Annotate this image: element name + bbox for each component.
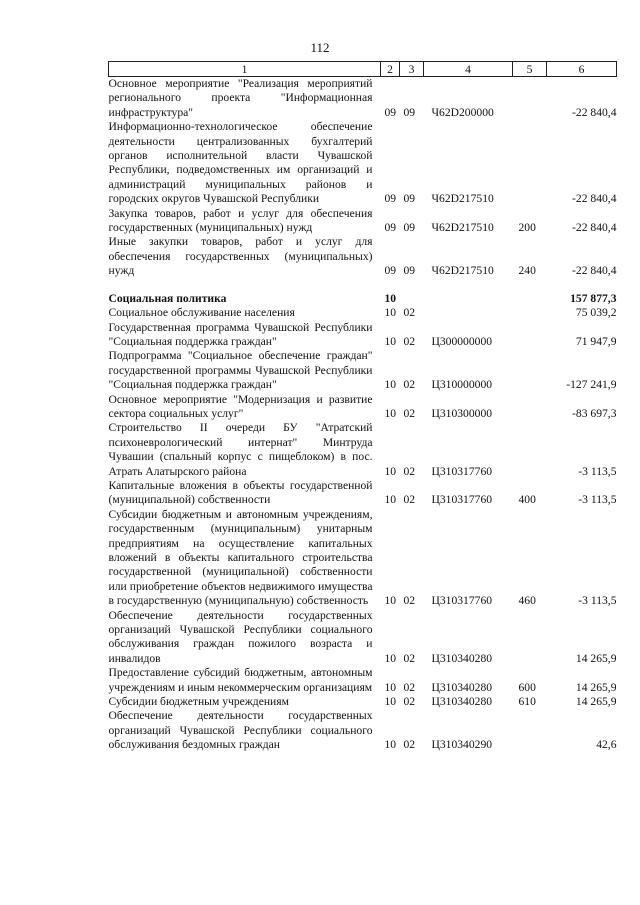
row-target-article: Ц310000000 <box>431 378 493 392</box>
row-expense-type <box>513 321 547 350</box>
row-expense-type <box>513 421 547 479</box>
spacer-row <box>109 279 617 292</box>
row-razdel: 09 <box>384 221 397 235</box>
row-name: Информационно-технологическое обеспечение деятельности централизованных бухгалтерий органов исполнительной власти Чувашской Республики, подведомственных им организаций и администраций муниципальных районов и городских округов Чувашской Республики <box>108 120 373 206</box>
row-amount: -83 697,3 <box>572 406 617 420</box>
row-amount: -3 113,5 <box>578 464 617 478</box>
row-expense-type: 610 <box>518 695 536 709</box>
table-row <box>109 695 617 709</box>
table-row <box>109 709 617 752</box>
row-target-article: Ц310340280 <box>431 695 493 709</box>
row-expense-type: 600 <box>518 680 536 694</box>
row-target-article: Ч62D217510 <box>431 264 494 278</box>
row-amount: -127 241,9 <box>566 378 617 392</box>
row-target-article: Ц310340280 <box>431 680 493 694</box>
row-podrazdel: 02 <box>403 406 416 420</box>
row-target-article: Ц310317760 <box>431 594 493 608</box>
table-row <box>109 306 617 320</box>
row-amount: 157 877,3 <box>570 291 617 305</box>
row-expense-type <box>513 349 547 392</box>
table-row <box>109 349 617 392</box>
row-razdel: 09 <box>384 105 397 119</box>
table-row <box>109 479 617 508</box>
row-razdel: 10 <box>384 334 397 348</box>
row-name: Социальная политика <box>108 291 227 305</box>
row-podrazdel: 02 <box>403 594 416 608</box>
row-razdel: 10 <box>384 291 397 305</box>
row-name: Строительство II очереди БУ "Атратский психоневрологический интернат" Минтруда Чувашии (спальный корпус с пищеблоком) в пос. Атрать Алатырского района <box>108 421 373 478</box>
table-row <box>109 120 617 206</box>
row-podrazdel: 02 <box>403 651 416 665</box>
row-podrazdel: 09 <box>403 192 416 206</box>
row-target-article <box>424 306 513 320</box>
table-row <box>109 207 617 236</box>
row-expense-type <box>513 306 547 320</box>
table-row <box>109 235 617 278</box>
table-row <box>109 421 617 479</box>
row-podrazdel: 09 <box>403 264 416 278</box>
row-name: Основное мероприятие "Реализация мероприятий регионального проекта "Информационная инфраструктура" <box>108 77 373 119</box>
header-col-1: 1 <box>109 62 381 77</box>
row-target-article: Ц310340290 <box>431 738 493 752</box>
row-target-article: Ц300000000 <box>431 334 493 348</box>
row-target-article: Ц310317760 <box>431 493 493 507</box>
table-body <box>109 77 617 753</box>
header-col-4: 4 <box>424 62 513 77</box>
row-target-article: Ц310317760 <box>431 464 493 478</box>
row-name: Обеспечение деятельности государственных организаций Чувашской Республики социального обслуживания бездомных граждан <box>108 709 373 752</box>
row-razdel: 10 <box>384 738 397 752</box>
row-name: Субсидии бюджетным учреждениям <box>108 695 289 709</box>
row-amount: -22 840,4 <box>572 192 617 206</box>
row-amount: -3 113,5 <box>578 594 617 608</box>
table-row <box>109 508 617 609</box>
row-amount: 14 265,9 <box>575 651 617 665</box>
row-podrazdel: 02 <box>403 680 416 694</box>
row-expense-type: 400 <box>518 493 536 507</box>
row-expense-type: 240 <box>518 264 536 278</box>
row-amount: 71 947,9 <box>575 334 617 348</box>
row-razdel: 10 <box>384 406 397 420</box>
row-name: Государственная программа Чувашской Республики "Социальная поддержка граждан" <box>108 320 373 348</box>
row-razdel: 10 <box>384 651 397 665</box>
row-podrazdel: 09 <box>403 221 416 235</box>
row-amount: 14 265,9 <box>575 680 617 694</box>
row-name: Предоставление субсидий бюджетным, автономным учреждениям и иным некоммерческим организациям <box>108 666 373 694</box>
header-col-3: 3 <box>400 62 424 77</box>
row-expense-type <box>513 393 547 422</box>
row-target-article: Ч62D200000 <box>431 105 494 119</box>
row-target-article <box>424 292 513 306</box>
row-target-article: Ц310340280 <box>431 651 493 665</box>
row-razdel: 10 <box>384 695 397 709</box>
row-amount: -22 840,4 <box>572 221 617 235</box>
row-podrazdel: 02 <box>403 306 416 320</box>
table-row <box>109 393 617 422</box>
row-expense-type: 460 <box>518 594 536 608</box>
row-razdel: 10 <box>384 493 397 507</box>
row-razdel: 10 <box>384 378 397 392</box>
row-amount: 75 039,2 <box>575 306 617 320</box>
section-row <box>109 292 617 306</box>
row-name: Основное мероприятие "Модернизация и развитие сектора социальных услуг" <box>108 392 373 420</box>
row-target-article: Ч62D217510 <box>431 221 494 235</box>
row-podrazdel: 02 <box>403 695 416 709</box>
row-podrazdel: 02 <box>403 738 416 752</box>
table-row <box>109 609 617 667</box>
row-name: Обеспечение деятельности государственных организаций Чувашской Республики социального обслуживания граждан пожилого возраста и инвалидов <box>108 608 373 665</box>
row-name: Субсидии бюджетным и автономным учреждениям, государственным (муниципальным) унитарным предприятиям на осуществление капитальных вложений в объекты капитального строительства государственной (муниципальной) собственности или приобретение объектов недвижимого имущества в государственную (муниципальную) собственность <box>108 507 373 608</box>
row-podrazdel: 02 <box>403 334 416 348</box>
row-razdel: 10 <box>384 594 397 608</box>
row-amount: 42,6 <box>596 738 617 752</box>
table-row <box>109 666 617 695</box>
page-number: 112 <box>310 40 330 55</box>
row-expense-type <box>513 292 547 306</box>
row-podrazdel: 02 <box>403 493 416 507</box>
row-amount: -22 840,4 <box>572 264 617 278</box>
row-podrazdel <box>400 292 424 306</box>
row-name: Подпрограмма "Социальное обеспечение граждан" государственной программы Чувашской Республики "Социальная поддержка граждан" <box>108 349 373 392</box>
row-razdel: 09 <box>384 192 397 206</box>
row-name: Иные закупки товаров, работ и услуг для обеспечения государственных (муниципальных) нужд <box>108 235 373 278</box>
row-name: Закупка товаров, работ и услуг для обеспечения государственных (муниципальных) нужд <box>108 206 373 235</box>
row-razdel: 10 <box>384 464 397 478</box>
row-name: Капитальные вложения в объекты государственной (муниципальной) собственности <box>108 478 373 507</box>
row-podrazdel: 09 <box>403 105 416 119</box>
header-col-5: 5 <box>513 62 547 77</box>
table-row <box>109 77 617 121</box>
header-col-2: 2 <box>381 62 400 77</box>
table-row <box>109 321 617 350</box>
row-razdel: 10 <box>384 306 397 320</box>
row-podrazdel: 02 <box>403 378 416 392</box>
row-amount: -22 840,4 <box>572 105 617 119</box>
row-target-article: Ц310300000 <box>431 406 493 420</box>
row-razdel: 09 <box>384 264 397 278</box>
row-podrazdel: 02 <box>403 464 416 478</box>
row-name: Социальное обслуживание населения <box>108 306 295 320</box>
budget-table <box>108 61 617 753</box>
row-expense-type <box>513 120 547 206</box>
table-header <box>109 62 617 77</box>
row-expense-type: 200 <box>518 221 536 235</box>
row-amount: -3 113,5 <box>578 493 617 507</box>
row-expense-type <box>513 77 547 121</box>
row-expense-type <box>513 709 547 752</box>
row-amount: 14 265,9 <box>575 695 617 709</box>
row-razdel: 10 <box>384 680 397 694</box>
header-col-6: 6 <box>547 62 617 77</box>
row-expense-type <box>513 609 547 667</box>
row-target-article: Ч62D217510 <box>431 192 494 206</box>
